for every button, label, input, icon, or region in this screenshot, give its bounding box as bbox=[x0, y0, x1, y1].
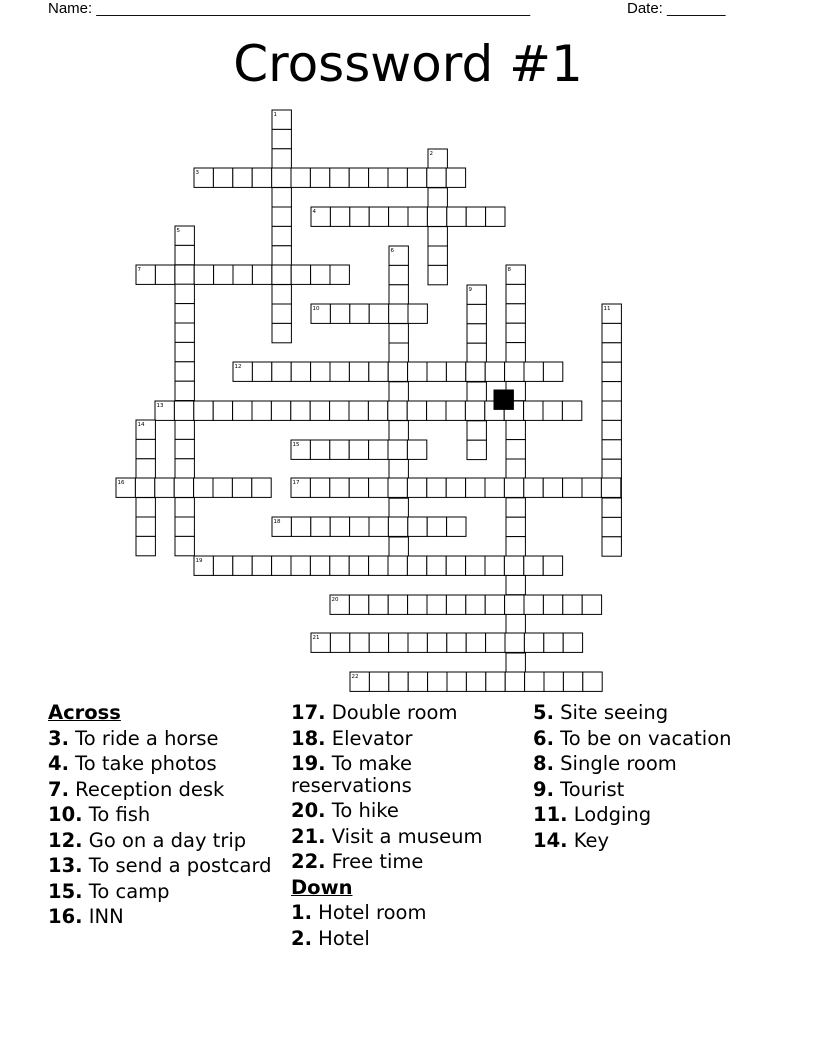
grid-cell bbox=[485, 478, 504, 497]
grid-cell bbox=[485, 556, 504, 575]
grid-cell bbox=[175, 304, 194, 323]
grid-cell bbox=[408, 633, 427, 652]
grid-cell bbox=[466, 478, 485, 497]
grid-cell bbox=[562, 401, 581, 420]
grid-cell bbox=[291, 265, 310, 284]
grid-cell bbox=[369, 304, 388, 323]
cell-number: 16 bbox=[117, 480, 125, 486]
cell-number: 18 bbox=[273, 519, 281, 525]
grid-cell bbox=[563, 478, 582, 497]
grid-cell bbox=[427, 362, 446, 381]
grid-cell bbox=[446, 362, 465, 381]
grid-cell bbox=[428, 188, 447, 207]
grid-cell bbox=[506, 498, 525, 517]
grid-cell bbox=[465, 401, 484, 420]
grid-cell bbox=[194, 265, 213, 284]
grid-cell bbox=[467, 304, 486, 323]
cell-number: 21 bbox=[312, 635, 320, 641]
grid-cell bbox=[271, 401, 290, 420]
grid-cell bbox=[486, 672, 505, 691]
grid-cell bbox=[252, 265, 271, 284]
cell-number: 7 bbox=[137, 267, 141, 273]
grid-cell bbox=[466, 362, 485, 381]
grid-cell bbox=[447, 633, 466, 652]
cell-number: 20 bbox=[331, 597, 339, 603]
grid-cell bbox=[524, 556, 543, 575]
grid-cell bbox=[291, 401, 310, 420]
grid-cell bbox=[446, 168, 465, 187]
grid-cell bbox=[272, 265, 291, 284]
cell-number: 12 bbox=[234, 364, 242, 370]
grid-cell bbox=[446, 401, 465, 420]
grid-cell bbox=[447, 517, 466, 536]
grid-cell bbox=[389, 421, 408, 440]
grid-cell bbox=[504, 556, 523, 575]
grid-cell bbox=[543, 556, 562, 575]
grid-cell bbox=[486, 207, 505, 226]
clue-across-7: 7. Reception desk bbox=[48, 777, 225, 801]
grid-cell bbox=[369, 440, 388, 459]
grid-cell bbox=[330, 517, 349, 536]
grid-cell bbox=[563, 595, 582, 614]
clue-across-19: 19. To make reservations bbox=[291, 752, 413, 797]
grid-cell bbox=[407, 440, 426, 459]
grid-cell bbox=[466, 556, 485, 575]
grid-cell bbox=[427, 207, 446, 226]
grid-cell bbox=[447, 672, 466, 691]
grid-cell bbox=[389, 633, 408, 652]
grid-cell bbox=[506, 420, 525, 439]
grid-cell bbox=[330, 207, 349, 226]
grid-cell bbox=[349, 595, 368, 614]
grid-cell bbox=[369, 517, 388, 536]
grid-cell bbox=[174, 401, 193, 420]
grid-cell bbox=[389, 265, 408, 284]
clue-across-17: 17. Double room bbox=[291, 701, 458, 724]
grid-cell bbox=[506, 343, 525, 362]
clue-across-15: 15. To camp bbox=[48, 879, 170, 903]
grid-cell bbox=[175, 265, 194, 284]
grid-cell bbox=[506, 575, 525, 594]
grid-cell bbox=[311, 362, 330, 381]
grid-cell bbox=[349, 556, 368, 575]
grid-cell bbox=[524, 633, 543, 652]
cell-number: 15 bbox=[292, 442, 300, 448]
grid-cell bbox=[272, 149, 291, 168]
grid-cell bbox=[427, 478, 446, 497]
grid-cell bbox=[408, 517, 427, 536]
cell-number: 13 bbox=[156, 403, 164, 409]
grid-cell bbox=[310, 478, 329, 497]
grid-cell bbox=[407, 168, 426, 187]
grid-cell bbox=[525, 672, 544, 691]
grid-cell bbox=[602, 323, 621, 342]
grid-cell bbox=[175, 342, 194, 361]
grid-cell bbox=[389, 324, 408, 343]
grid-cell bbox=[407, 478, 426, 497]
grid-cell bbox=[350, 517, 369, 536]
cell-number: 14 bbox=[137, 422, 145, 428]
black-cell bbox=[494, 390, 513, 409]
clues-column-1 bbox=[48, 702, 278, 932]
cell-number: 10 bbox=[312, 306, 320, 312]
grid-cell bbox=[350, 207, 369, 226]
grid-cell bbox=[136, 536, 155, 555]
cell-number: 9 bbox=[468, 287, 472, 293]
grid-cell bbox=[369, 556, 388, 575]
grid-cell bbox=[407, 401, 426, 420]
grid-cell bbox=[232, 478, 251, 497]
grid-cell bbox=[213, 478, 232, 497]
grid-cell bbox=[389, 672, 408, 691]
cell-number: 11 bbox=[603, 306, 611, 312]
grid-cell bbox=[602, 362, 621, 381]
grid-cell bbox=[272, 168, 291, 187]
grid-cell bbox=[233, 168, 252, 187]
grid-cell bbox=[389, 537, 408, 556]
cell-number: 19 bbox=[195, 558, 203, 564]
grid-cell bbox=[602, 537, 621, 556]
grid-cell bbox=[467, 440, 486, 459]
grid-cell bbox=[136, 439, 155, 458]
grid-cell bbox=[506, 284, 525, 303]
grid-cell bbox=[506, 517, 525, 536]
grid-cell bbox=[408, 304, 427, 323]
grid-cell bbox=[428, 227, 447, 246]
grid-cell bbox=[485, 362, 504, 381]
grid-cell bbox=[135, 478, 154, 497]
grid-cell bbox=[175, 459, 194, 478]
grid-cell bbox=[388, 401, 407, 420]
grid-cell bbox=[467, 382, 486, 401]
grid-cell bbox=[389, 207, 408, 226]
grid-cell bbox=[349, 362, 368, 381]
grid-cell bbox=[155, 265, 174, 284]
clue-across-12: 12. Go on a day trip bbox=[48, 828, 247, 852]
grid-cell bbox=[330, 556, 349, 575]
grid-cell bbox=[272, 362, 291, 381]
grid-cell bbox=[388, 517, 407, 536]
grid-cell bbox=[427, 556, 446, 575]
grid-cell bbox=[136, 517, 155, 536]
grid-cell bbox=[504, 478, 523, 497]
grid-cell bbox=[349, 440, 368, 459]
grid-cell bbox=[506, 653, 525, 672]
grid-cell bbox=[175, 439, 194, 458]
cell-number: 17 bbox=[292, 480, 300, 486]
grid-cell bbox=[252, 556, 271, 575]
grid-cell bbox=[291, 517, 310, 536]
grid-cell bbox=[602, 517, 621, 536]
grid-cell bbox=[602, 401, 621, 420]
grid-cell bbox=[602, 382, 621, 401]
grid-cell bbox=[446, 595, 465, 614]
cell-number: 1 bbox=[273, 112, 277, 118]
grid-cell bbox=[601, 478, 620, 497]
grid-cell bbox=[272, 207, 291, 226]
grid-cell bbox=[408, 207, 427, 226]
grid-cell bbox=[291, 556, 310, 575]
across-heading: Across bbox=[48, 701, 121, 724]
grid-cell bbox=[350, 633, 369, 652]
grid-cell bbox=[446, 556, 465, 575]
grid-cell bbox=[272, 226, 291, 245]
grid-cell bbox=[388, 362, 407, 381]
grid-cell bbox=[330, 265, 349, 284]
grid-cell bbox=[272, 285, 291, 304]
grid-cell bbox=[408, 595, 427, 614]
grid-cell bbox=[543, 362, 562, 381]
grid-cell bbox=[602, 343, 621, 362]
grid-cell bbox=[272, 323, 291, 342]
grid-cell bbox=[543, 401, 562, 420]
grid-cell bbox=[389, 498, 408, 517]
clue-across-4: 4. To take photos bbox=[48, 752, 217, 775]
grid-cell bbox=[175, 420, 194, 439]
clue-down-2: 2. Hotel bbox=[291, 926, 370, 950]
grid-cell bbox=[389, 382, 408, 401]
grid-cell bbox=[175, 498, 194, 517]
grid-cell bbox=[563, 633, 582, 652]
grid-cell bbox=[175, 323, 194, 342]
grid-cell bbox=[175, 517, 194, 536]
clue-across-21: 21. Visit a museum bbox=[291, 824, 483, 848]
grid-cell bbox=[330, 478, 349, 497]
grid-cell bbox=[136, 459, 155, 478]
clue-down-5: 5. Site seeing bbox=[533, 701, 669, 724]
grid-cell bbox=[389, 343, 408, 362]
grid-cell bbox=[136, 498, 155, 517]
clue-down-11: 11. Lodging bbox=[533, 803, 652, 826]
grid-cell bbox=[466, 207, 485, 226]
grid-cell bbox=[252, 362, 271, 381]
grid-cell bbox=[310, 168, 329, 187]
grid-cell bbox=[233, 556, 252, 575]
grid-cell bbox=[408, 672, 427, 691]
grid-cell bbox=[408, 362, 427, 381]
grid-cell bbox=[194, 478, 213, 497]
cell-number: 3 bbox=[195, 170, 199, 176]
clues-column-2 bbox=[291, 702, 521, 953]
grid-cell bbox=[330, 362, 349, 381]
grid-cell bbox=[330, 633, 349, 652]
grid-cell bbox=[369, 207, 388, 226]
grid-cell bbox=[175, 381, 194, 400]
grid-cell bbox=[291, 168, 310, 187]
grid-cell bbox=[174, 478, 193, 497]
grid-cell bbox=[369, 362, 388, 381]
clue-down-8: 8. Single room bbox=[533, 752, 677, 775]
grid-cell bbox=[427, 168, 446, 187]
grid-cell bbox=[175, 245, 194, 264]
clue-across-3: 3. To ride a horse bbox=[48, 726, 219, 750]
grid-cell bbox=[505, 362, 524, 381]
grid-cell bbox=[544, 633, 563, 652]
grid-cell bbox=[582, 478, 601, 497]
grid-cell bbox=[194, 401, 213, 420]
grid-cell bbox=[291, 362, 310, 381]
grid-cell bbox=[330, 168, 349, 187]
grid-cell bbox=[272, 556, 291, 575]
grid-cell bbox=[466, 595, 485, 614]
grid-cell bbox=[252, 478, 271, 497]
grid-cell bbox=[389, 459, 408, 478]
cell-number: 2 bbox=[429, 151, 433, 157]
grid-cell bbox=[350, 304, 369, 323]
grid-cell bbox=[485, 595, 504, 614]
grid-cell bbox=[233, 265, 252, 284]
grid-cell bbox=[388, 440, 407, 459]
grid-cell bbox=[213, 401, 232, 420]
grid-cell bbox=[543, 478, 562, 497]
grid-cell bbox=[407, 556, 426, 575]
grid-cell bbox=[272, 188, 291, 207]
grid-cell bbox=[506, 537, 525, 556]
grid-cell bbox=[175, 536, 194, 555]
grid-cell bbox=[602, 459, 621, 478]
grid-cell bbox=[310, 440, 329, 459]
cell-number: 4 bbox=[312, 209, 316, 215]
grid-cell bbox=[175, 362, 194, 381]
grid-cell bbox=[369, 633, 388, 652]
cell-number: 22 bbox=[351, 674, 359, 680]
grid-cell bbox=[524, 595, 543, 614]
clue-across-10: 10. To fish bbox=[48, 803, 151, 826]
grid-cell bbox=[330, 440, 349, 459]
grid-cell bbox=[272, 129, 291, 148]
grid-cell bbox=[252, 168, 271, 187]
grid-cell bbox=[252, 401, 271, 420]
grid-cell bbox=[505, 672, 524, 691]
cell-number: 5 bbox=[176, 228, 180, 234]
clue-down-1: 1. Hotel room bbox=[291, 901, 427, 924]
grid-cell bbox=[175, 284, 194, 303]
grid-cell bbox=[369, 478, 388, 497]
grid-cell bbox=[505, 633, 524, 652]
grid-cell bbox=[524, 401, 543, 420]
grid-cell bbox=[544, 672, 563, 691]
grid-cell bbox=[368, 401, 387, 420]
grid-cell bbox=[467, 324, 486, 343]
grid-cell bbox=[214, 265, 233, 284]
grid-cell bbox=[446, 478, 465, 497]
grid-cell bbox=[369, 168, 388, 187]
grid-cell bbox=[272, 304, 291, 323]
cell-number: 8 bbox=[507, 267, 511, 273]
clue-down-14: 14. Key bbox=[533, 828, 610, 852]
clue-down-9: 9. Tourist bbox=[533, 777, 625, 801]
grid-cell bbox=[349, 478, 368, 497]
grid-cell bbox=[563, 672, 582, 691]
grid-cell bbox=[388, 168, 407, 187]
grid-cell bbox=[466, 633, 485, 652]
grid-cell bbox=[310, 401, 329, 420]
grid-cell bbox=[427, 401, 446, 420]
grid-cell bbox=[524, 478, 543, 497]
grid-cell bbox=[388, 478, 407, 497]
grid-cell bbox=[467, 343, 486, 362]
grid-cell bbox=[311, 265, 330, 284]
name-line: Name: ____________________________________________________ bbox=[48, 0, 531, 17]
grid-cell bbox=[213, 556, 232, 575]
grid-cell bbox=[543, 595, 562, 614]
clues-column-3 bbox=[533, 702, 763, 855]
grid-cell bbox=[427, 517, 446, 536]
grid-cell bbox=[506, 304, 525, 323]
grid-cell bbox=[213, 168, 232, 187]
clue-across-16: 16. INN bbox=[48, 905, 124, 928]
page-title: Crossword #1 bbox=[233, 35, 583, 93]
grid-cell bbox=[602, 420, 621, 439]
clue-down-6: 6. To be on vacation bbox=[533, 726, 732, 750]
clue-across-20: 20. To hike bbox=[291, 799, 399, 822]
cell-number: 6 bbox=[390, 248, 394, 254]
grid-cell bbox=[582, 595, 601, 614]
grid-cell bbox=[506, 459, 525, 478]
grid-cell bbox=[272, 246, 291, 265]
clue-across-13: 13. To send a postcard bbox=[48, 854, 272, 877]
grid-cell bbox=[349, 168, 368, 187]
grid-cell bbox=[506, 323, 525, 342]
grid-cell bbox=[330, 304, 349, 323]
grid-cell bbox=[330, 401, 349, 420]
grid-cell bbox=[447, 207, 466, 226]
grid-cell bbox=[389, 285, 408, 304]
grid-cell bbox=[428, 246, 447, 265]
down-heading: Down bbox=[291, 875, 353, 899]
clue-across-22: 22. Free time bbox=[291, 850, 424, 873]
grid-cell bbox=[369, 595, 388, 614]
grid-cell bbox=[466, 672, 485, 691]
grid-cell bbox=[388, 556, 407, 575]
grid-cell bbox=[467, 421, 486, 440]
grid-cell bbox=[389, 304, 408, 323]
grid-cell bbox=[233, 401, 252, 420]
grid-cell bbox=[427, 595, 446, 614]
grid-cell bbox=[155, 478, 174, 497]
grid-cell bbox=[311, 517, 330, 536]
grid-cell bbox=[602, 498, 621, 517]
grid-cell bbox=[428, 672, 447, 691]
grid-cell bbox=[505, 595, 524, 614]
grid-cell bbox=[583, 672, 602, 691]
grid-cell bbox=[524, 362, 543, 381]
grid-cell bbox=[602, 440, 621, 459]
grid-cell bbox=[388, 595, 407, 614]
grid-cell bbox=[369, 672, 388, 691]
grid-cell bbox=[428, 265, 447, 284]
grid-cell bbox=[506, 614, 525, 633]
date-line: Date: _______ bbox=[627, 0, 726, 17]
grid-cell bbox=[506, 440, 525, 459]
grid-cell bbox=[427, 633, 446, 652]
grid-cell bbox=[486, 633, 505, 652]
clue-across-18: 18. Elevator bbox=[291, 726, 413, 750]
grid-cell bbox=[310, 556, 329, 575]
grid-cell bbox=[349, 401, 368, 420]
